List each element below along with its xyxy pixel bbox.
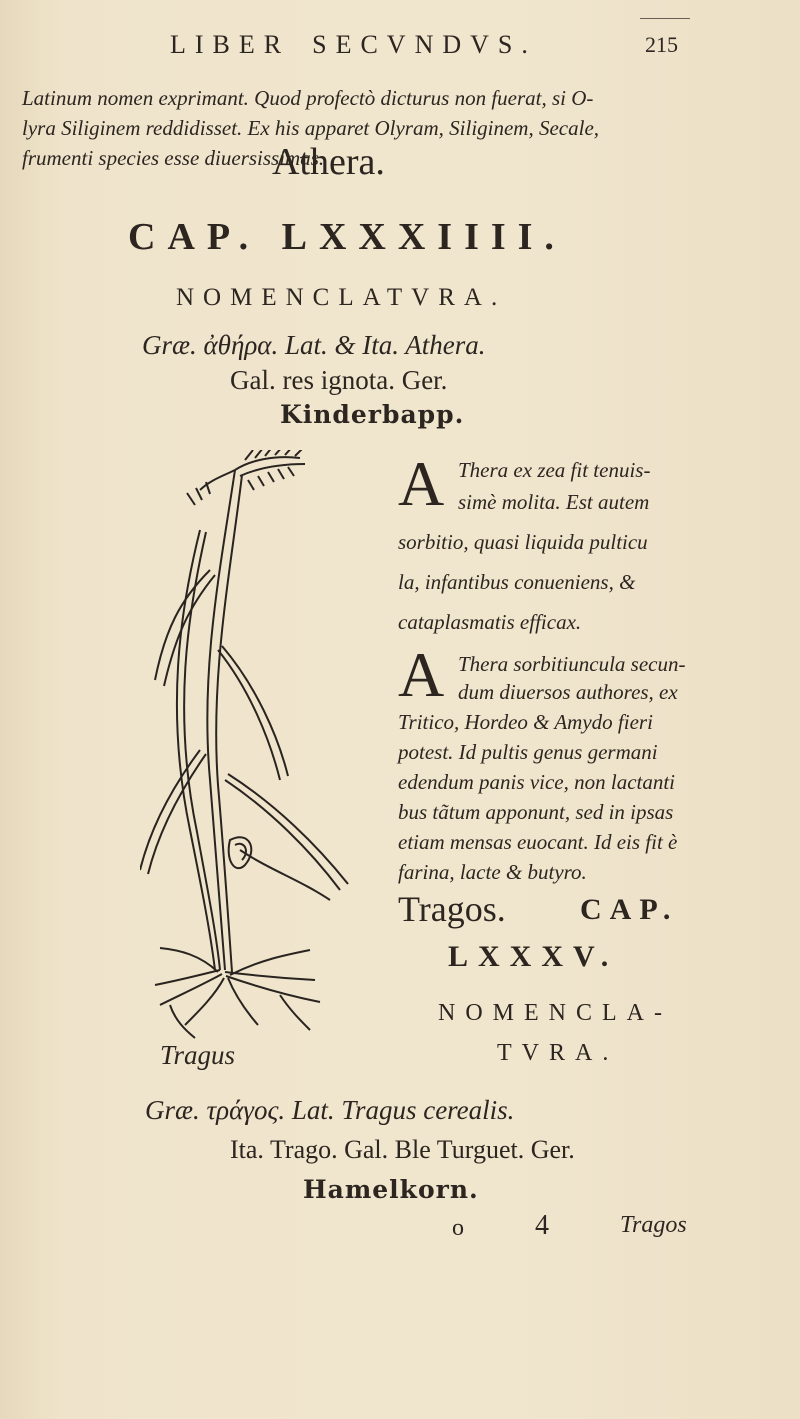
chapter-number: LXXXV. <box>448 940 619 973</box>
german-name: Kinderbapp. <box>280 400 465 429</box>
page-number: 215 <box>645 32 678 57</box>
nomenclatura-heading: NOMENCLATVRA. <box>176 284 507 311</box>
drop-cap: A <box>398 448 445 519</box>
chapter-number-label: CAP. <box>580 893 679 926</box>
paragraph-line: etiam mensas euocant. Id eis fit è <box>398 830 678 854</box>
signature-mark: o <box>452 1215 464 1241</box>
paragraph-line: farina, lacte & butyro. <box>398 860 587 884</box>
intro-line: Latinum nomen exprimant. Quod profectò dicturus non fuerat, si O- <box>22 86 594 110</box>
paragraph-line: Thera ex zea fit tenuis- <box>458 458 651 482</box>
nomenclatura-heading: NOMENCLA- <box>438 1000 672 1026</box>
intro-line: frumenti species esse diuersissimas. <box>22 146 325 170</box>
intro-line: lyra Siliginem reddidisset. Ex his apparet Olyram, Siliginem, Secale, <box>22 116 600 140</box>
running-head-word: SECVNDVS. <box>312 30 537 59</box>
paragraph-line: dum diuersos authores, ex <box>458 680 678 704</box>
nomenclatura-heading: TVRA. <box>497 1040 619 1066</box>
paragraph-line: Tritico, Hordeo & Amydo fieri <box>398 710 653 734</box>
page-number-rule <box>640 18 690 19</box>
names-line: Ita. Trago. Gal. Ble Turguet. Ger. <box>230 1135 575 1164</box>
drop-cap: A <box>398 639 445 710</box>
names-line: Græ. ἀθήρα. Lat. & Ita. Athera. <box>142 330 486 360</box>
paragraph-line: potest. Id pultis genus germani <box>398 740 658 764</box>
paragraph-line: bus tãtum apponunt, sed in ipsas <box>398 800 674 824</box>
paragraph-line: sorbitio, quasi liquida pulticu <box>398 530 648 554</box>
chapter-title: Tragos. <box>398 889 506 929</box>
woodcut-plant-illustration <box>140 450 370 1040</box>
paragraph-line: edendum panis vice, non lactanti <box>398 770 676 794</box>
paragraph-line: Thera sorbitiuncula secun- <box>458 652 686 676</box>
names-line: Græ. τράγος. Lat. Tragus cerealis. <box>145 1095 515 1125</box>
signature-mark: 4 <box>535 1210 549 1241</box>
catchword: Tragos <box>620 1212 687 1238</box>
figure-caption: Tragus <box>160 1040 236 1070</box>
paragraph-line: simè molita. Est autem <box>458 490 650 514</box>
names-line: Gal. res ignota. Ger. <box>230 365 448 395</box>
paragraph-line: la, infantibus conueniens, & <box>398 570 636 594</box>
german-name: Hamelkorn. <box>303 1175 479 1204</box>
paragraph-line: cataplasmatis efficax. <box>398 610 582 634</box>
chapter-title: Athera. <box>272 141 385 183</box>
running-head-word: LIBER <box>170 30 291 59</box>
chapter-number: CAP. LXXXIIII. <box>128 216 566 258</box>
running-head <box>170 30 537 60</box>
